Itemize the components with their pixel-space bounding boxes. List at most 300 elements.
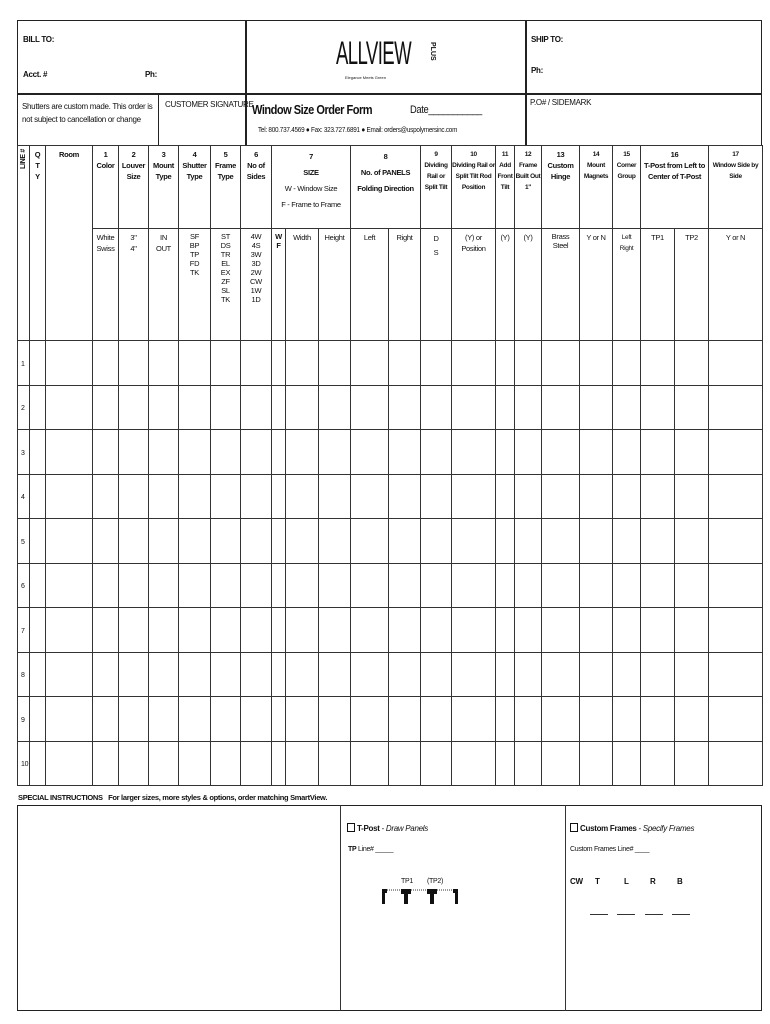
table-cell[interactable]	[709, 608, 763, 653]
order-table	[17, 145, 763, 786]
line-number: 1	[18, 341, 30, 386]
tp-line-field[interactable]: TP Line# _____	[348, 846, 394, 853]
table-cell[interactable]	[272, 563, 286, 608]
table-cell[interactable]	[641, 385, 675, 430]
l-field[interactable]	[617, 914, 635, 915]
table-cell[interactable]	[389, 474, 421, 519]
table-cell[interactable]	[641, 652, 675, 697]
table-cell[interactable]	[211, 430, 241, 475]
table-cell[interactable]	[496, 697, 515, 742]
table-cell[interactable]	[272, 430, 286, 475]
table-cell[interactable]	[496, 608, 515, 653]
po-sidemark[interactable]: P.O# / SIDEMARK	[530, 98, 592, 107]
table-cell[interactable]	[286, 430, 319, 475]
header-row	[18, 146, 763, 229]
table-cell[interactable]	[580, 697, 613, 742]
cw-label: CW	[570, 877, 583, 886]
table-cell[interactable]	[179, 652, 211, 697]
table-cell[interactable]	[496, 652, 515, 697]
table-cell[interactable]	[542, 608, 580, 653]
table-cell[interactable]	[93, 474, 119, 519]
table-row	[18, 697, 763, 742]
table-cell[interactable]	[319, 430, 351, 475]
table-cell[interactable]	[709, 341, 763, 386]
table-cell[interactable]	[421, 519, 452, 564]
table-row	[18, 741, 763, 786]
table-cell[interactable]	[119, 697, 149, 742]
table-cell[interactable]	[211, 519, 241, 564]
table-cell[interactable]	[675, 385, 709, 430]
table-cell[interactable]	[179, 474, 211, 519]
table-cell[interactable]	[272, 652, 286, 697]
qty-cell[interactable]	[30, 430, 46, 475]
col-12: 12 Frame Built Out 1"	[515, 146, 542, 229]
table-cell[interactable]	[149, 608, 179, 653]
table-cell[interactable]	[351, 474, 389, 519]
table-cell[interactable]	[351, 519, 389, 564]
table-cell[interactable]	[149, 741, 179, 786]
table-cell[interactable]	[515, 563, 542, 608]
table-cell[interactable]	[179, 385, 211, 430]
table-cell[interactable]	[421, 474, 452, 519]
table-cell[interactable]	[46, 474, 93, 519]
table-cell[interactable]	[580, 652, 613, 697]
opt-2: 3" 4"	[119, 229, 149, 341]
ship-phone-label[interactable]: Ph:	[531, 66, 543, 75]
table-cell[interactable]	[641, 608, 675, 653]
table-cell[interactable]	[46, 608, 93, 653]
table-cell[interactable]	[542, 741, 580, 786]
disclaimer: Shutters are custom made. This order is not subject to cancellation or change	[22, 102, 153, 124]
table-cell[interactable]	[179, 741, 211, 786]
table-cell[interactable]	[709, 697, 763, 742]
table-cell[interactable]	[542, 430, 580, 475]
table-cell[interactable]	[319, 697, 351, 742]
table-cell[interactable]	[389, 563, 421, 608]
table-cell[interactable]	[496, 563, 515, 608]
table-cell[interactable]	[351, 652, 389, 697]
phone-label[interactable]: Ph:	[145, 70, 157, 79]
table-cell[interactable]	[211, 697, 241, 742]
table-cell[interactable]	[421, 341, 452, 386]
table-cell[interactable]	[319, 474, 351, 519]
table-cell[interactable]	[515, 697, 542, 742]
table-cell[interactable]	[452, 652, 496, 697]
opt-17: Y or N	[709, 229, 763, 341]
table-cell[interactable]	[421, 697, 452, 742]
table-cell[interactable]	[286, 741, 319, 786]
divider	[158, 94, 159, 145]
table-cell[interactable]	[421, 385, 452, 430]
table-cell[interactable]	[46, 519, 93, 564]
b-field[interactable]	[672, 914, 690, 915]
table-cell[interactable]	[452, 430, 496, 475]
table-cell[interactable]	[272, 608, 286, 653]
table-cell[interactable]	[515, 430, 542, 475]
table-cell[interactable]	[241, 385, 272, 430]
table-cell[interactable]	[286, 385, 319, 430]
table-cell[interactable]	[211, 385, 241, 430]
opt-6: 4W 4S 3W 3D 2W CW 1W 1D	[241, 229, 272, 341]
opt-12: (Y)	[515, 229, 542, 341]
opt-14: Y or N	[580, 229, 613, 341]
qty-cell[interactable]	[30, 519, 46, 564]
table-cell[interactable]	[286, 519, 319, 564]
opt-11: (Y)	[496, 229, 515, 341]
table-cell[interactable]	[641, 430, 675, 475]
table-cell[interactable]	[93, 563, 119, 608]
table-cell[interactable]	[389, 519, 421, 564]
acct-label[interactable]: Acct. #	[23, 70, 48, 79]
opt-wf: W F	[272, 229, 286, 341]
table-cell[interactable]	[119, 341, 149, 386]
table-cell[interactable]	[211, 474, 241, 519]
table-cell[interactable]	[119, 385, 149, 430]
col-room: Room	[46, 146, 93, 341]
table-cell[interactable]	[515, 341, 542, 386]
table-cell[interactable]	[119, 652, 149, 697]
table-cell[interactable]	[389, 697, 421, 742]
table-cell[interactable]	[542, 519, 580, 564]
table-cell[interactable]	[351, 341, 389, 386]
table-cell[interactable]	[179, 563, 211, 608]
opt-9: D S	[421, 229, 452, 341]
table-cell[interactable]	[675, 341, 709, 386]
table-cell[interactable]	[389, 341, 421, 386]
table-cell[interactable]	[319, 341, 351, 386]
r-field[interactable]	[645, 914, 663, 915]
table-cell[interactable]	[272, 741, 286, 786]
table-cell[interactable]	[580, 430, 613, 475]
table-cell[interactable]	[542, 341, 580, 386]
table-cell[interactable]	[515, 741, 542, 786]
table-cell[interactable]	[452, 741, 496, 786]
table-cell[interactable]	[675, 430, 709, 475]
table-cell[interactable]	[149, 519, 179, 564]
options-row	[18, 229, 763, 341]
table-cell[interactable]	[709, 430, 763, 475]
table-cell[interactable]	[580, 474, 613, 519]
table-row	[18, 608, 763, 653]
table-cell[interactable]	[149, 385, 179, 430]
table-cell[interactable]	[241, 741, 272, 786]
table-cell[interactable]	[580, 385, 613, 430]
table-cell[interactable]	[421, 430, 452, 475]
table-cell[interactable]	[93, 608, 119, 653]
tpost-diagram-icon	[380, 888, 462, 906]
table-cell[interactable]	[119, 430, 149, 475]
table-cell[interactable]	[149, 697, 179, 742]
bill-to-label: BILL TO:	[23, 35, 55, 44]
table-cell[interactable]	[515, 608, 542, 653]
qty-cell[interactable]	[30, 474, 46, 519]
table-cell[interactable]	[351, 385, 389, 430]
table-row	[18, 341, 763, 386]
opt-width: Width	[286, 229, 319, 341]
l-label: L	[624, 877, 629, 886]
table-cell[interactable]	[46, 652, 93, 697]
table-cell[interactable]	[613, 563, 641, 608]
table-cell[interactable]	[709, 385, 763, 430]
special-instructions-box[interactable]	[17, 805, 762, 1011]
table-cell[interactable]	[709, 519, 763, 564]
table-cell[interactable]	[580, 341, 613, 386]
table-cell[interactable]	[272, 474, 286, 519]
table-cell[interactable]	[675, 519, 709, 564]
col-13: 13 Custom Hinge	[542, 146, 580, 229]
table-cell[interactable]	[286, 608, 319, 653]
table-cell[interactable]	[641, 563, 675, 608]
table-cell[interactable]	[241, 341, 272, 386]
table-cell[interactable]	[211, 563, 241, 608]
divider	[525, 20, 527, 146]
qty-cell[interactable]	[30, 385, 46, 430]
table-cell[interactable]	[389, 430, 421, 475]
table-cell[interactable]	[675, 608, 709, 653]
qty-cell[interactable]	[30, 652, 46, 697]
table-cell[interactable]	[93, 652, 119, 697]
table-cell[interactable]	[319, 608, 351, 653]
table-cell[interactable]	[179, 519, 211, 564]
table-cell[interactable]	[515, 474, 542, 519]
table-cell[interactable]	[286, 474, 319, 519]
table-cell[interactable]	[319, 741, 351, 786]
table-cell[interactable]	[613, 385, 641, 430]
qty-cell[interactable]	[30, 608, 46, 653]
tp1-label: TP1	[401, 878, 413, 885]
table-cell[interactable]	[319, 563, 351, 608]
table-cell[interactable]	[641, 519, 675, 564]
table-cell[interactable]	[272, 341, 286, 386]
table-cell[interactable]	[580, 741, 613, 786]
table-cell[interactable]	[272, 519, 286, 564]
table-cell[interactable]	[709, 474, 763, 519]
table-cell[interactable]	[389, 741, 421, 786]
table-cell[interactable]	[515, 519, 542, 564]
logo-tagline: Elegance Meets Green	[345, 75, 386, 80]
table-cell[interactable]	[351, 430, 389, 475]
table-row	[18, 430, 763, 475]
qty-cell[interactable]	[30, 741, 46, 786]
table-cell[interactable]	[580, 608, 613, 653]
table-cell[interactable]	[675, 697, 709, 742]
table-cell[interactable]	[93, 519, 119, 564]
divider	[565, 805, 566, 1011]
table-cell[interactable]	[241, 519, 272, 564]
custom-frames-line-field[interactable]: Custom Frames Line# ____	[570, 846, 650, 853]
opt-10: (Y) or Position	[452, 229, 496, 341]
table-cell[interactable]	[515, 652, 542, 697]
table-cell[interactable]	[93, 741, 119, 786]
table-cell[interactable]	[641, 741, 675, 786]
table-cell[interactable]	[675, 563, 709, 608]
table-cell[interactable]	[46, 563, 93, 608]
checkbox-icon[interactable]	[570, 823, 578, 832]
table-cell[interactable]	[515, 385, 542, 430]
divider	[17, 93, 762, 95]
table-cell[interactable]	[452, 341, 496, 386]
table-cell[interactable]	[46, 741, 93, 786]
table-cell[interactable]	[211, 341, 241, 386]
table-cell[interactable]	[613, 474, 641, 519]
line-number: 4	[18, 474, 30, 519]
table-cell[interactable]	[241, 652, 272, 697]
table-cell[interactable]	[46, 697, 93, 742]
qty-cell[interactable]	[30, 697, 46, 742]
table-cell[interactable]	[93, 430, 119, 475]
table-cell[interactable]	[119, 519, 149, 564]
opt-left: Left	[351, 229, 389, 341]
table-cell[interactable]	[46, 430, 93, 475]
table-cell[interactable]	[496, 741, 515, 786]
table-cell[interactable]	[452, 385, 496, 430]
table-cell[interactable]	[613, 608, 641, 653]
table-cell[interactable]	[496, 474, 515, 519]
table-cell[interactable]	[149, 474, 179, 519]
table-cell[interactable]	[211, 652, 241, 697]
table-cell[interactable]	[93, 697, 119, 742]
table-cell[interactable]	[421, 741, 452, 786]
table-cell[interactable]	[452, 608, 496, 653]
table-cell[interactable]	[93, 341, 119, 386]
logo-plus: PLUS	[429, 42, 436, 61]
table-cell[interactable]	[542, 697, 580, 742]
divider	[340, 805, 341, 1011]
table-cell[interactable]	[542, 652, 580, 697]
table-cell[interactable]	[119, 608, 149, 653]
table-cell[interactable]	[613, 741, 641, 786]
col-qty: Q T Y	[30, 146, 46, 341]
table-cell[interactable]	[241, 474, 272, 519]
table-cell[interactable]	[286, 341, 319, 386]
table-cell[interactable]	[149, 652, 179, 697]
table-cell[interactable]	[452, 563, 496, 608]
table-cell[interactable]	[46, 385, 93, 430]
divider	[245, 20, 247, 146]
logo: ALLVIEW	[336, 35, 412, 71]
table-cell[interactable]	[119, 474, 149, 519]
opt-height: Height	[319, 229, 351, 341]
table-cell[interactable]	[641, 474, 675, 519]
table-cell[interactable]	[319, 385, 351, 430]
table-cell[interactable]	[149, 430, 179, 475]
col-1: 1 Color	[93, 146, 119, 229]
table-cell[interactable]	[179, 697, 211, 742]
table-cell[interactable]	[542, 474, 580, 519]
table-cell[interactable]	[241, 697, 272, 742]
table-cell[interactable]	[580, 563, 613, 608]
table-cell[interactable]	[496, 519, 515, 564]
table-cell[interactable]	[119, 563, 149, 608]
table-cell[interactable]	[613, 697, 641, 742]
table-cell[interactable]	[421, 563, 452, 608]
table-row	[18, 474, 763, 519]
opt-tp2: TP2	[675, 229, 709, 341]
table-cell[interactable]	[149, 341, 179, 386]
table-cell[interactable]	[542, 563, 580, 608]
table-cell[interactable]	[389, 652, 421, 697]
table-cell[interactable]	[319, 519, 351, 564]
opt-15: Left Right	[613, 229, 641, 341]
table-row	[18, 519, 763, 564]
table-cell[interactable]	[496, 385, 515, 430]
table-cell[interactable]	[542, 385, 580, 430]
table-cell[interactable]	[351, 697, 389, 742]
table-cell[interactable]	[389, 385, 421, 430]
table-cell[interactable]	[119, 741, 149, 786]
table-cell[interactable]	[319, 652, 351, 697]
customer-signature[interactable]: CUSTOMER SIGNATURE	[165, 100, 254, 109]
table-cell[interactable]	[709, 563, 763, 608]
table-cell[interactable]	[675, 741, 709, 786]
table-cell[interactable]	[286, 697, 319, 742]
table-cell[interactable]	[389, 608, 421, 653]
table-cell[interactable]	[46, 341, 93, 386]
table-cell[interactable]	[675, 652, 709, 697]
table-cell[interactable]	[286, 652, 319, 697]
col-7: 7 SIZE W - Window Size F - Frame to Frame	[272, 146, 351, 229]
table-cell[interactable]	[93, 385, 119, 430]
table-cell[interactable]	[179, 341, 211, 386]
table-cell[interactable]	[613, 430, 641, 475]
table-cell[interactable]	[613, 519, 641, 564]
table-cell[interactable]	[241, 430, 272, 475]
table-cell[interactable]	[211, 741, 241, 786]
table-cell[interactable]	[613, 652, 641, 697]
table-cell[interactable]	[351, 741, 389, 786]
table-cell[interactable]	[641, 697, 675, 742]
custom-frames-option[interactable]: Custom Frames - Specify Frames	[570, 823, 694, 833]
table-cell[interactable]	[709, 741, 763, 786]
checkbox-icon[interactable]	[347, 823, 355, 832]
table-cell[interactable]	[179, 430, 211, 475]
date-field[interactable]: Date___________	[410, 104, 482, 116]
table-cell[interactable]	[351, 563, 389, 608]
table-cell[interactable]	[272, 385, 286, 430]
table-cell[interactable]	[675, 474, 709, 519]
table-cell[interactable]	[496, 430, 515, 475]
line-number: 8	[18, 652, 30, 697]
table-cell[interactable]	[286, 563, 319, 608]
table-cell[interactable]	[211, 608, 241, 653]
table-cell[interactable]	[149, 563, 179, 608]
table-cell[interactable]	[452, 519, 496, 564]
table-cell[interactable]	[613, 341, 641, 386]
table-cell[interactable]	[641, 341, 675, 386]
col-9: 9 Dividing Rail or Split Tilt	[421, 146, 452, 229]
table-cell[interactable]	[421, 608, 452, 653]
t-field[interactable]	[590, 914, 608, 915]
line-number: 6	[18, 563, 30, 608]
table-cell[interactable]	[241, 563, 272, 608]
table-cell[interactable]	[179, 608, 211, 653]
qty-cell[interactable]	[30, 341, 46, 386]
table-cell[interactable]	[496, 341, 515, 386]
line-number: 5	[18, 519, 30, 564]
table-cell[interactable]	[452, 474, 496, 519]
tpost-option[interactable]: T-Post - Draw Panels	[347, 823, 428, 833]
table-cell[interactable]	[580, 519, 613, 564]
table-cell[interactable]	[272, 697, 286, 742]
opt-right: Right	[389, 229, 421, 341]
ship-to-label: SHIP TO:	[531, 35, 563, 44]
table-cell[interactable]	[241, 608, 272, 653]
table-cell[interactable]	[709, 652, 763, 697]
table-cell[interactable]	[351, 608, 389, 653]
table-cell[interactable]	[421, 652, 452, 697]
qty-cell[interactable]	[30, 563, 46, 608]
table-cell[interactable]	[452, 697, 496, 742]
